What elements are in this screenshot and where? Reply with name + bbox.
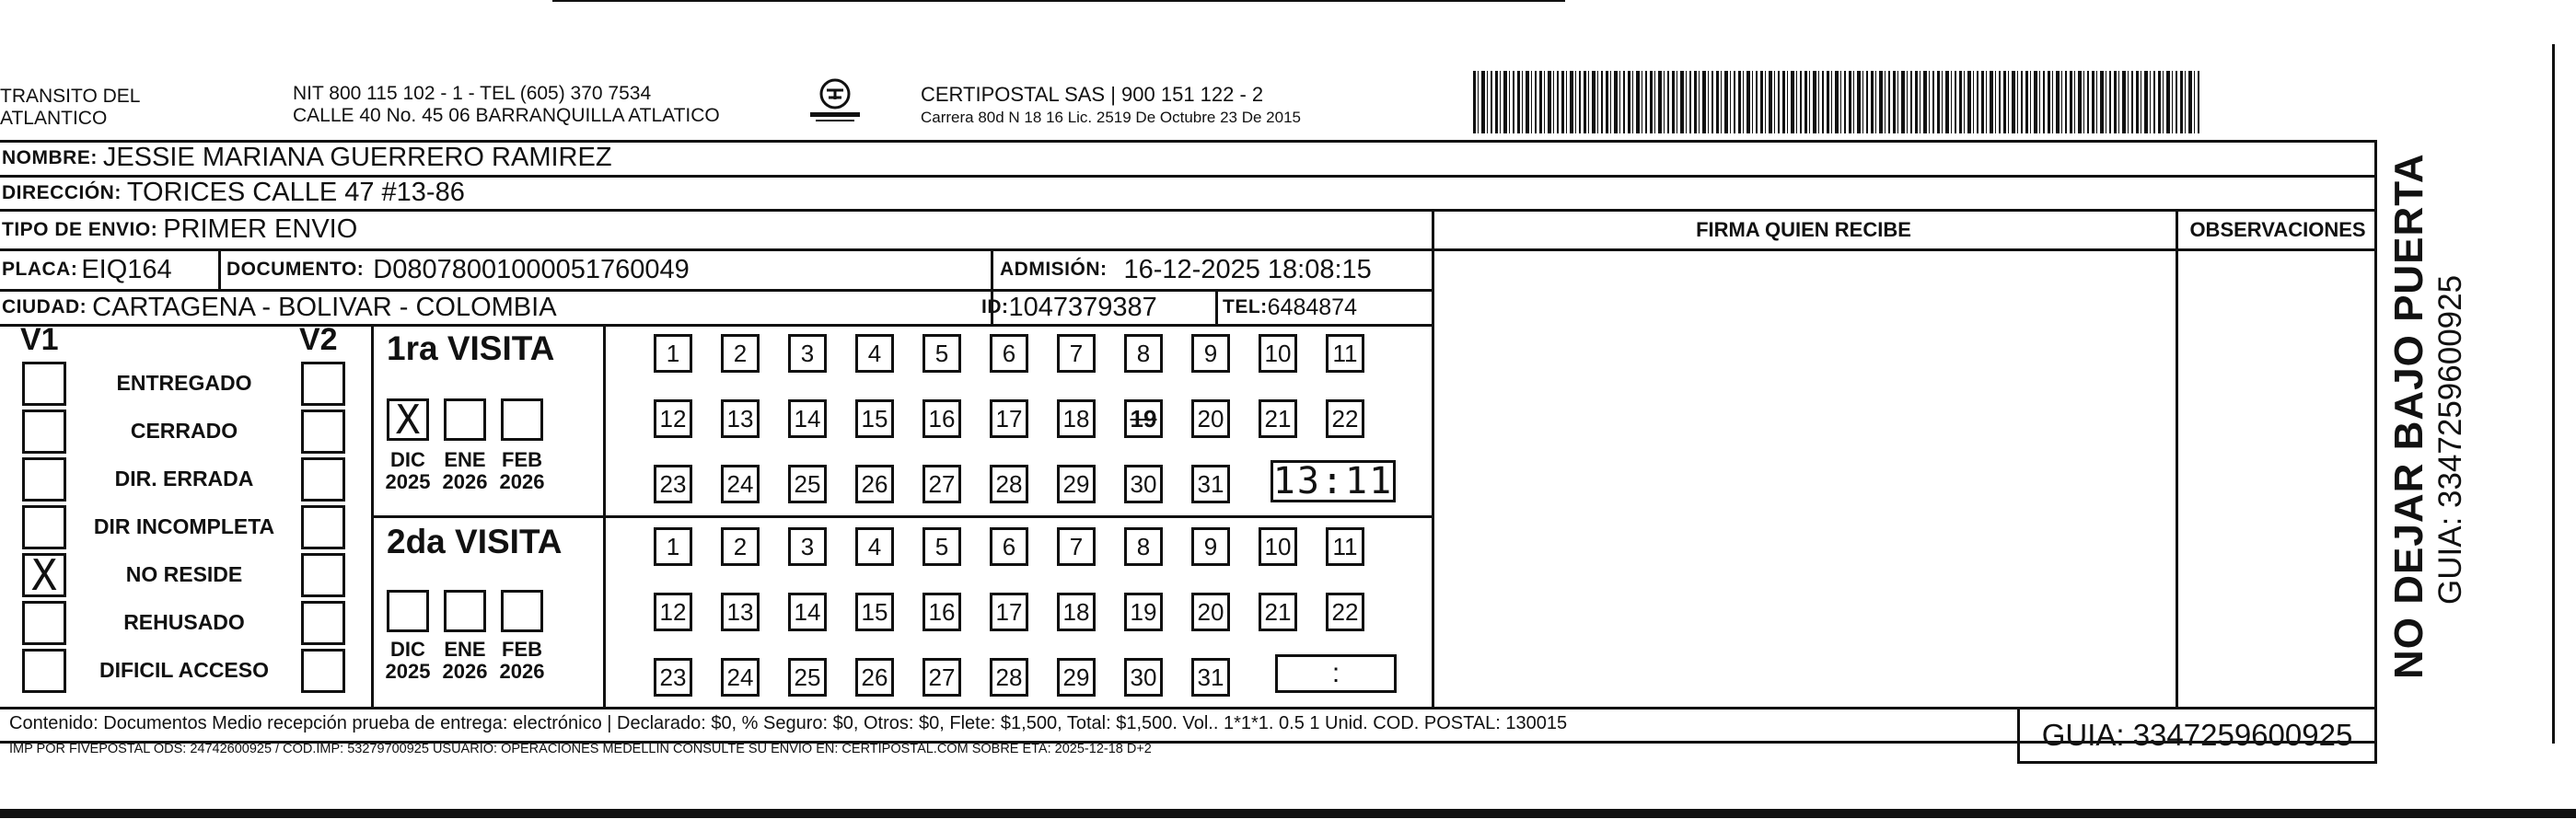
- v2-checkbox[interactable]: [301, 457, 345, 502]
- day-box[interactable]: 20: [1191, 399, 1230, 438]
- tipo-row: [2, 211, 357, 248]
- day-box[interactable]: 2: [721, 527, 760, 566]
- status-label: NO RESIDE: [125, 562, 243, 586]
- direccion-row: [2, 177, 465, 209]
- rule: [1432, 248, 2377, 251]
- day-box[interactable]: 15: [855, 593, 894, 631]
- day-box[interactable]: 1: [654, 527, 692, 566]
- side-warning: NO DEJAR BAJO PUERTA: [2386, 153, 2431, 679]
- rule: [0, 324, 1432, 327]
- day-box[interactable]: 7: [1057, 334, 1096, 373]
- first-visit-time[interactable]: 13:11: [1271, 460, 1396, 502]
- courier-name: CERTIPOSTAL SAS | 900 151 122 - 2: [921, 83, 1264, 106]
- day-box[interactable]: 18: [1057, 593, 1096, 631]
- right-rule: [2552, 44, 2555, 744]
- documento-row: [226, 250, 690, 289]
- v1-checkbox[interactable]: [22, 649, 66, 693]
- month-checkbox[interactable]: [444, 590, 486, 632]
- rule: [371, 324, 374, 708]
- ciudad-label: CIUDAD:: [2, 296, 87, 317]
- day-box[interactable]: 27: [922, 465, 961, 503]
- day-box[interactable]: 24: [721, 658, 760, 697]
- certipostal-logo-icon: [806, 77, 864, 125]
- rule: [371, 515, 603, 518]
- v2-checkbox[interactable]: [301, 601, 345, 645]
- month-label: DIC 2025: [385, 638, 431, 683]
- day-box[interactable]: 19: [1124, 593, 1163, 631]
- documento-label: DOCUMENTO:: [226, 259, 365, 280]
- firma-header: FIRMA QUIEN RECIBE: [1696, 217, 1911, 241]
- day-box[interactable]: 29: [1057, 658, 1096, 697]
- day-box[interactable]: 3: [788, 334, 827, 373]
- day-box[interactable]: 9: [1191, 334, 1230, 373]
- nombre-label: NOMBRE:: [2, 146, 98, 168]
- day-box[interactable]: 30: [1124, 465, 1163, 503]
- day-box[interactable]: 12: [654, 593, 692, 631]
- v1-checkbox[interactable]: [22, 410, 66, 454]
- day-box[interactable]: 30: [1124, 658, 1163, 697]
- v1-checkbox[interactable]: X: [22, 553, 66, 597]
- day-box[interactable]: 20: [1191, 593, 1230, 631]
- status-label: DIR. ERRADA: [114, 467, 254, 490]
- v1-label: V1: [20, 322, 59, 357]
- tel-value: 6484874: [1267, 294, 1357, 320]
- rule: [1215, 289, 1218, 324]
- ciudad-row: [2, 291, 557, 324]
- month-label: ENE 2026: [442, 448, 488, 493]
- tipo-label: TIPO DE ENVIO:: [2, 218, 158, 240]
- v1-checkbox[interactable]: [22, 457, 66, 502]
- tipo-value: PRIMER ENVIO: [163, 214, 358, 244]
- day-box[interactable]: 7: [1057, 527, 1096, 566]
- guia-footer: GUIA: 3347259600925: [2041, 717, 2353, 752]
- day-box[interactable]: 12: [654, 399, 692, 438]
- month-checkbox[interactable]: [501, 398, 543, 441]
- id-value: 1047379387: [1008, 292, 1157, 322]
- month-checkbox[interactable]: [387, 590, 429, 632]
- status-label: CERRADO: [130, 419, 238, 443]
- day-box[interactable]: 25: [788, 658, 827, 697]
- day-box[interactable]: 29: [1057, 465, 1096, 503]
- admision-value: 16-12-2025 18:08:15: [1123, 254, 1372, 284]
- top-rule: [552, 0, 1565, 2]
- day-box[interactable]: 21: [1259, 593, 1297, 631]
- id-label: ID:: [981, 296, 1009, 317]
- second-visit-title: 2da VISITA: [387, 523, 563, 560]
- rule: [2374, 707, 2377, 764]
- month-checkbox[interactable]: [444, 398, 486, 441]
- status-label: DIR INCOMPLETA: [93, 514, 275, 538]
- day-box[interactable]: 11: [1326, 334, 1364, 373]
- rule: [1432, 209, 1434, 708]
- tel-label: TEL:: [1223, 296, 1268, 317]
- observaciones-header: OBSERVACIONES: [2189, 217, 2366, 241]
- day-box[interactable]: 9: [1191, 527, 1230, 566]
- day-box[interactable]: 11: [1326, 527, 1364, 566]
- day-box[interactable]: 10: [1259, 527, 1297, 566]
- placa-label: PLACA:: [2, 259, 78, 280]
- barcode: [1473, 71, 2200, 133]
- day-box[interactable]: 25: [788, 465, 827, 503]
- status-label: REHUSADO: [123, 610, 245, 634]
- day-box[interactable]: 6: [990, 527, 1028, 566]
- bottom-rule: [0, 809, 2576, 818]
- day-box[interactable]: 1: [654, 334, 692, 373]
- v2-checkbox[interactable]: [301, 649, 345, 693]
- v1-checkbox[interactable]: [22, 505, 66, 549]
- month-label: DIC 2025: [385, 448, 431, 493]
- imp-text: IMP POR FIVEPOSTAL ODS: 24742600925 / COD.IMP: 53279700925 USUARIO: OPERACIONES MEDELLIN CONSULTE SU ENVIO EN: CERTIPOSTAL.COM SOBRE ETA: 2025-12-18 D+2: [9, 742, 1152, 756]
- rule: [218, 248, 221, 289]
- v2-label: V2: [299, 322, 338, 357]
- v1-checkbox[interactable]: [22, 362, 66, 406]
- v2-checkbox[interactable]: [301, 505, 345, 549]
- month-checkbox[interactable]: X: [387, 398, 429, 441]
- first-visit-title: 1ra VISITA: [387, 329, 555, 367]
- day-box[interactable]: 24: [721, 465, 760, 503]
- day-box[interactable]: 10: [1259, 334, 1297, 373]
- contenido-text: Contenido: Documentos Medio recepción prueba de entrega: electrónico | Declarado: $0, % Seguro: $0, Otros: $0, Flete: $1,500, Total: $1,500. Vol.. 1*1*1. 0.5 1 Unid. COD. POSTAL: 130015: [9, 713, 1568, 733]
- day-box[interactable]: 22: [1326, 399, 1364, 438]
- tel-row: [1223, 291, 1357, 324]
- day-box[interactable]: 14: [788, 593, 827, 631]
- status-label: ENTREGADO: [116, 371, 252, 395]
- month-checkbox[interactable]: [501, 590, 543, 632]
- day-box[interactable]: 8: [1124, 527, 1163, 566]
- rule: [2017, 761, 2377, 764]
- day-box[interactable]: 14: [788, 399, 827, 438]
- day-box[interactable]: 16: [922, 399, 961, 438]
- day-box[interactable]: 4: [855, 334, 894, 373]
- day-box[interactable]: 18: [1057, 399, 1096, 438]
- day-box[interactable]: 31: [1191, 465, 1230, 503]
- day-box[interactable]: 31: [1191, 658, 1230, 697]
- courier-license: Carrera 80d N 18 16 Lic. 2519 De Octubre 23 De 2015: [921, 109, 1301, 126]
- v2-checkbox[interactable]: [301, 553, 345, 597]
- day-box[interactable]: 13: [721, 399, 760, 438]
- day-box[interactable]: 27: [922, 658, 961, 697]
- day-box[interactable]: 22: [1326, 593, 1364, 631]
- day-box[interactable]: 23: [654, 465, 692, 503]
- day-box[interactable]: 28: [990, 465, 1028, 503]
- day-box[interactable]: 21: [1259, 399, 1297, 438]
- status-label: DIFICIL ACCESO: [99, 658, 269, 682]
- day-box[interactable]: 17: [990, 593, 1028, 631]
- month-label: ENE 2026: [442, 638, 488, 683]
- month-label: FEB 2026: [499, 448, 545, 493]
- v2-checkbox[interactable]: [301, 362, 345, 406]
- day-box[interactable]: 26: [855, 465, 894, 503]
- v1-checkbox[interactable]: [22, 601, 66, 645]
- placa-row: [2, 250, 172, 289]
- day-box[interactable]: 13: [721, 593, 760, 631]
- day-box[interactable]: 16: [922, 593, 961, 631]
- rule: [603, 515, 1432, 518]
- day-box[interactable]: 26: [855, 658, 894, 697]
- day-box[interactable]: 5: [922, 527, 961, 566]
- v2-checkbox[interactable]: [301, 410, 345, 454]
- nombre-row: [2, 141, 612, 175]
- day-box[interactable]: 3: [788, 527, 827, 566]
- day-box[interactable]: 15: [855, 399, 894, 438]
- day-box[interactable]: 23: [654, 658, 692, 697]
- day-box[interactable]: 19: [1124, 399, 1163, 438]
- second-visit-time[interactable]: :: [1275, 654, 1397, 693]
- rule: [603, 324, 606, 708]
- day-box[interactable]: 17: [990, 399, 1028, 438]
- direccion-value: TORICES CALLE 47 #13-86: [126, 178, 465, 207]
- month-label: FEB 2026: [499, 638, 545, 683]
- nombre-value: JESSIE MARIANA GUERRERO RAMIREZ: [102, 143, 612, 172]
- day-box[interactable]: 2: [721, 334, 760, 373]
- placa-value: EIQ164: [81, 254, 172, 284]
- sender-name: TRANSITO DEL ATLANTICO: [0, 86, 141, 129]
- sender-info: NIT 800 115 102 - 1 - TEL (605) 370 7534 CALLE 40 No. 45 06 BARRANQUILLA ATLATICO: [293, 83, 720, 126]
- side-guia: GUIA: 3347259600925: [2432, 274, 2468, 605]
- direccion-label: DIRECCIÓN:: [2, 181, 122, 203]
- day-box[interactable]: 5: [922, 334, 961, 373]
- day-box[interactable]: 6: [990, 334, 1028, 373]
- rule: [2176, 209, 2178, 708]
- id-row: [981, 291, 1157, 324]
- day-box[interactable]: 28: [990, 658, 1028, 697]
- admision-label: ADMISIÓN:: [1000, 259, 1108, 280]
- day-box[interactable]: 8: [1124, 334, 1163, 373]
- documento-value: D08078001000051760049: [373, 254, 690, 284]
- ciudad-value: CARTAGENA - BOLIVAR - COLOMBIA: [92, 292, 557, 322]
- day-box[interactable]: 4: [855, 527, 894, 566]
- admision-row: [1000, 250, 1372, 289]
